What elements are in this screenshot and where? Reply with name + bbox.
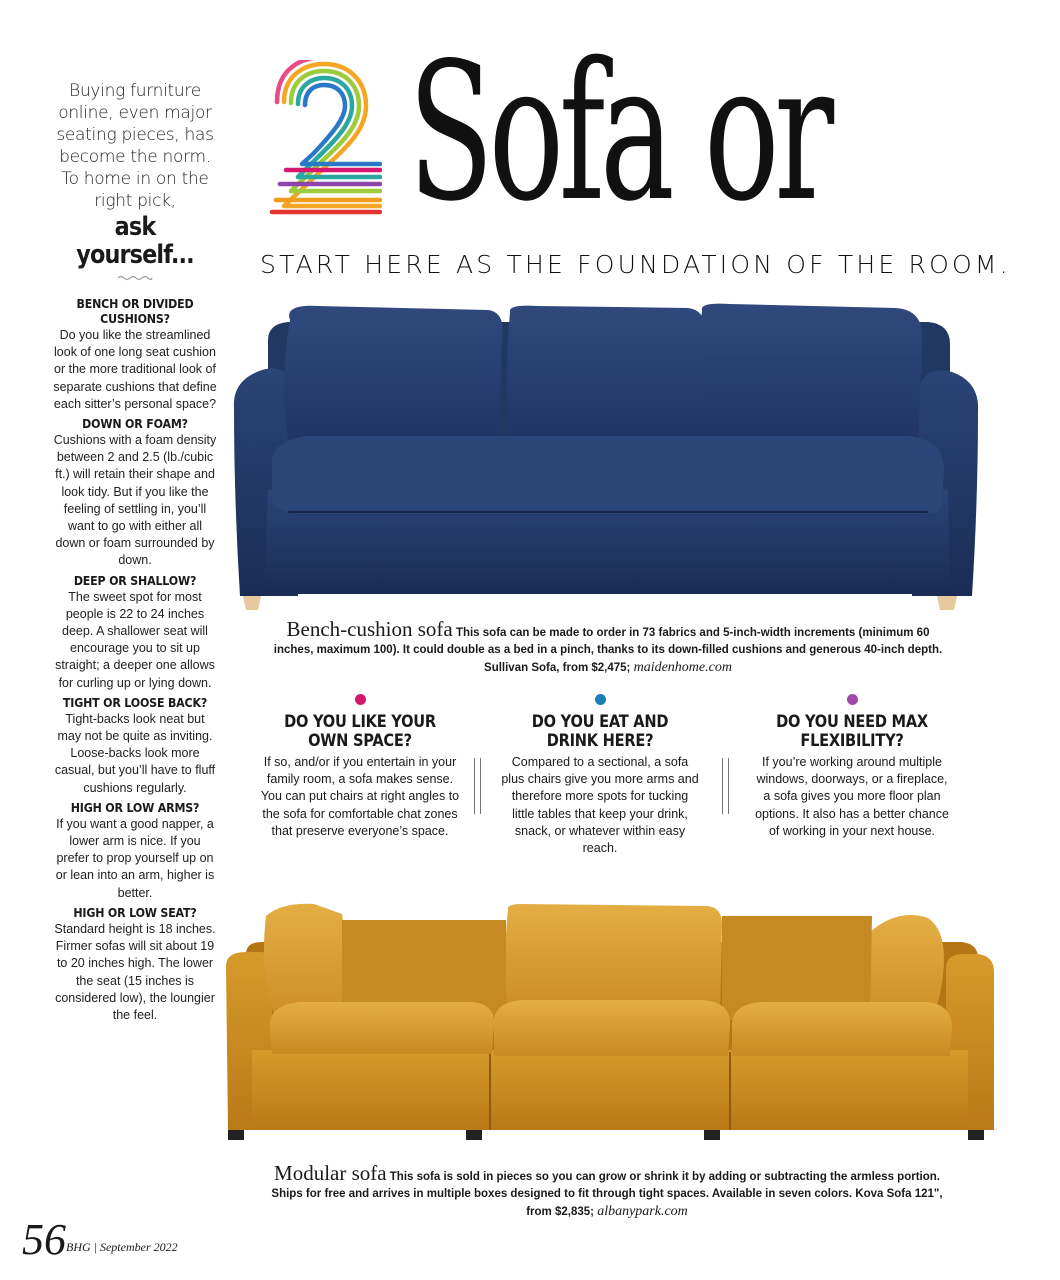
sidebar-question: HIGH OR LOW ARMS? — [70, 800, 200, 815]
sidebar-ask-line2: yourself... — [76, 240, 194, 270]
sidebar-item — [52, 696, 218, 797]
page-subtitle: START HERE AS THE FOUNDATION OF THE ROOM. — [260, 250, 1011, 279]
question-column — [752, 694, 952, 840]
sidebar-answer: Standard height is 18 inches. Firmer sofas will sit about 19 to 20 inches high. The lower the seat (15 inches is considered low), the loungier the feel. — [54, 921, 216, 1022]
sidebar-answer: Tight-backs look neat but may not be quite as inviting. Loose-backs look more casual, but you’ll have to fluff cushions regularly. — [54, 711, 216, 795]
question-column — [500, 694, 700, 857]
sofa1-url-link[interactable]: maidenhome.com — [633, 660, 732, 675]
sidebar-question: DEEP OR SHALLOW? — [73, 573, 197, 588]
sidebar-item — [52, 417, 218, 570]
sidebar-ask-line1: ask — [114, 212, 156, 242]
sidebar-intro: Buying furniture online, even major seating pieces, has become the norm. To home in on the right pick, — [56, 81, 214, 211]
question-text: If you’re working around multiple windows, doorways, or a fireplace, a sofa gives you more floor plan options. It also has a better chance of working in your next house. — [755, 755, 949, 838]
question-text: If so, and/or if you entertain in your family room, a sofa makes sense. You can put chairs at right angles to the sofa for comfortable chat zones that preserve everyone’s space. — [260, 755, 460, 838]
navy-bench-sofa-image — [228, 300, 984, 618]
sofa1-caption — [268, 617, 948, 677]
question-column — [260, 694, 460, 840]
question-text: Compared to a sectional, a sofa plus chairs give you more arms and therefore more spots for tucking little tables that keep your drink, snack, or whatever within easy reach. — [501, 755, 699, 856]
column-divider — [722, 758, 729, 814]
question-title: DO YOU NEED MAX FLEXIBILITY? — [776, 712, 928, 751]
sidebar-item — [52, 906, 218, 1024]
page-title: Sofa or — [408, 22, 829, 243]
sidebar-answer: Cushions with a foam density between 2 and 2.5 (lb./cubic ft.) will retain their shape and look tidy. But if you like the feeling of settling in, you’ll want to go with either all down or foam surrounded by down. — [53, 433, 217, 568]
sofa2-url-link[interactable]: albanypark.com — [597, 1204, 688, 1219]
sidebar-question: DOWN OR FOAM? — [82, 417, 188, 432]
sofa2-text: This sofa is sold in pieces so you can grow or shrink it by adding or subtracting the armless portion. Ships for free and arrives in multiple boxes designed to fit through tight spaces. Available in seven colors. Kova Sofa 121", from $2,835; — [271, 1171, 943, 1218]
squiggle-divider-icon — [117, 274, 153, 282]
page-number: 56 — [22, 1215, 66, 1264]
question-title: DO YOU EAT AND DRINK HERE? — [531, 712, 669, 751]
sidebar-question: BENCH OR DIVIDED CUSHIONS? — [76, 297, 194, 326]
sidebar-question: HIGH OR LOW SEAT? — [73, 905, 197, 920]
sidebar-item — [52, 297, 218, 413]
sidebar-question: TIGHT OR LOOSE BACK? — [62, 695, 208, 710]
column-divider — [474, 758, 481, 814]
sofa2-caption — [262, 1161, 952, 1221]
sidebar — [52, 80, 218, 1024]
sofa2-title: Modular sofa — [274, 1161, 387, 1185]
ochre-modular-sofa-image — [222, 894, 998, 1148]
pink-dot-icon — [355, 694, 366, 705]
question-title: DO YOU LIKE YOUR OWN SPACE? — [284, 712, 436, 751]
rainbow-number-2-icon — [262, 60, 382, 220]
blue-dot-icon — [595, 694, 606, 705]
purple-dot-icon — [847, 694, 858, 705]
folio: BHG | September 2022 — [66, 1240, 178, 1254]
sofa1-text: This sofa can be made to order in 73 fabrics and 5-inch-width increments (minimum 60 inches, maximum 100). It could double as a bed in a pinch, thanks to its down-filled cushions and generous 40-inch depth. Sullivan Sofa, from $2,475; — [273, 627, 943, 674]
sidebar-answer: The sweet spot for most people is 22 to 24 inches deep. A shallower seat will encourage you to sit up straight; a deeper one allows for curling up or lying down. — [55, 589, 215, 690]
sidebar-answer: Do you like the streamlined look of one long seat cushion or the more traditional look of separate cushions that define each sitter’s personal space? — [53, 328, 217, 411]
sidebar-item — [52, 574, 218, 692]
sidebar-item — [52, 801, 218, 902]
sidebar-answer: If you want a good napper, a lower arm is nice. If you prefer to prop yourself up on or lean into an arm, higher is better. — [55, 816, 215, 900]
sofa1-title: Bench-cushion sofa — [286, 617, 453, 641]
